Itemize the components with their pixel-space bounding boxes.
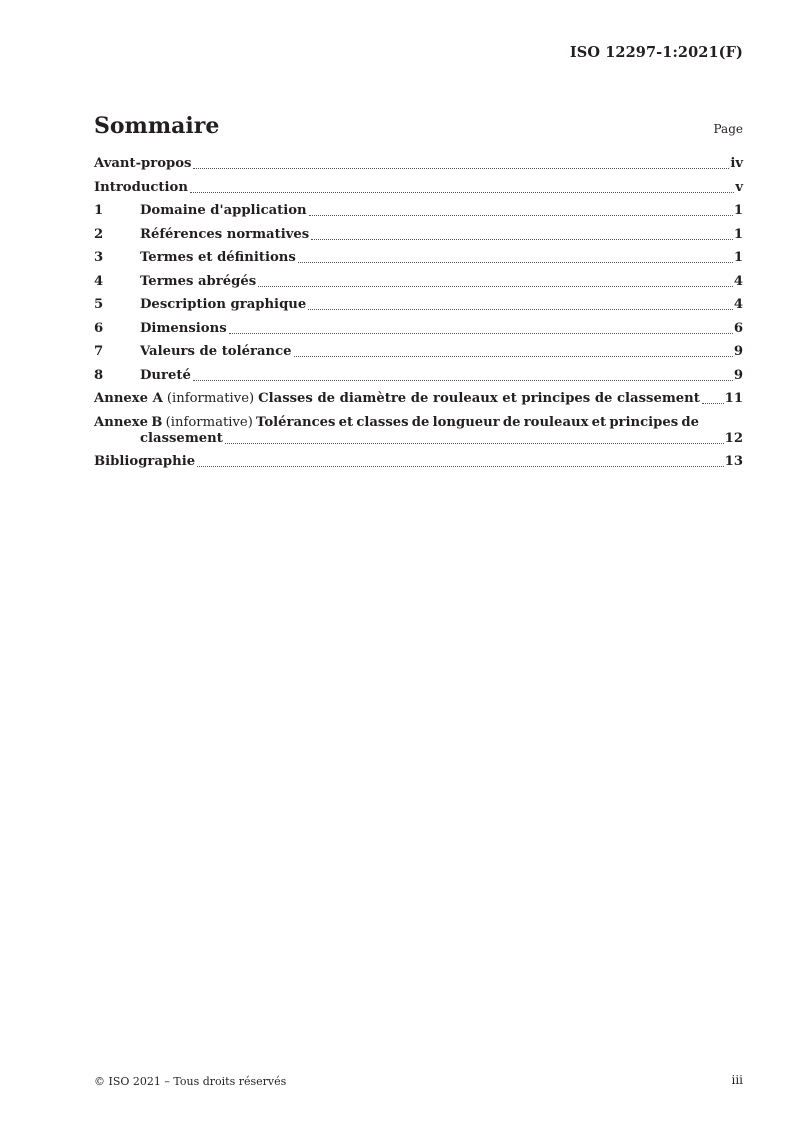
annex-qualifier: (informative) (166, 391, 255, 406)
dot-leader (190, 192, 734, 193)
annex-title-word: rouleaux (523, 414, 589, 430)
toc-entry-page: iv (730, 156, 743, 171)
toc-entry-8[interactable] (94, 368, 743, 384)
dot-leader (294, 356, 733, 357)
toc-entry-text: Introduction (94, 179, 188, 195)
dot-leader (225, 443, 724, 444)
toc-entry-text: Avant-propos (94, 156, 192, 171)
toc-entry-6[interactable] (94, 321, 743, 337)
document-id: ISO 12297-1:2021(F) (569, 44, 743, 61)
annex-label: Annexe A (94, 391, 163, 406)
annex-qualifier: (informative) (165, 414, 253, 430)
dot-leader (311, 239, 733, 240)
toc-entry-annex-b[interactable] (94, 415, 743, 447)
dot-leader (702, 403, 724, 404)
toc-entry-page: 11 (724, 391, 743, 406)
toc-entry-number: 2 (94, 226, 104, 242)
toc-entry-page: 13 (724, 454, 743, 469)
toc-title: Sommaire (94, 113, 220, 139)
dot-leader (197, 466, 724, 467)
annex-title-word: Tolérances (256, 414, 336, 430)
dot-leader (193, 380, 733, 381)
toc-entry-2[interactable] (94, 227, 743, 243)
dot-leader (193, 168, 729, 169)
annex-title-word: et (591, 414, 607, 430)
toc-entry-introduction[interactable] (94, 180, 743, 196)
toc-entry-text: Dureté (140, 367, 191, 383)
toc-entry-page: 1 (733, 203, 743, 218)
toc-entry-number: 4 (94, 273, 104, 289)
toc-entry-annex-a[interactable] (94, 391, 743, 407)
toc-entry-text: Bibliographie (94, 454, 196, 469)
dot-leader (258, 286, 733, 287)
toc-entry-text: Description graphique (140, 297, 307, 312)
annex-title-word: et (338, 414, 354, 430)
toc-entry-5[interactable] (94, 297, 743, 313)
toc-header (94, 113, 743, 139)
page-number: iii (731, 1073, 743, 1087)
toc-entry-page: 6 (733, 320, 743, 336)
toc-entry-page: 1 (733, 226, 743, 242)
toc-entry-avant-propos[interactable] (94, 156, 743, 172)
toc-entry-page: v (735, 179, 743, 195)
annex-letter: B (151, 414, 163, 430)
toc-entry-page: 4 (733, 297, 743, 312)
annex-title-word: principes (609, 414, 679, 430)
table-of-contents (94, 156, 743, 478)
toc-entry-page: 12 (724, 430, 743, 446)
toc-entry-page: 4 (733, 273, 743, 289)
toc-entry-page: 9 (733, 344, 743, 359)
toc-entry-text: Valeurs de tolérance (140, 344, 292, 359)
annex-title-word: longueur (432, 414, 500, 430)
annex-title-word: classes (356, 414, 409, 430)
toc-entry-number: 8 (94, 367, 104, 383)
annex-title-word: de (681, 414, 699, 430)
annex-b-line-2 (94, 431, 743, 447)
toc-entry-text: Domaine d'application (140, 203, 307, 218)
dot-leader (308, 309, 733, 310)
toc-entry-page: 9 (733, 367, 743, 383)
toc-entry-number: 6 (94, 320, 104, 336)
toc-entry-text: Dimensions (140, 320, 227, 336)
toc-entry-1[interactable] (94, 203, 743, 219)
toc-entry-3[interactable] (94, 250, 743, 266)
toc-entry-7[interactable] (94, 344, 743, 360)
dot-leader (298, 262, 733, 263)
copyright-notice: © ISO 2021 – Tous droits réservés (94, 1075, 287, 1088)
dot-leader (229, 333, 733, 334)
toc-entry-text: Termes abrégés (140, 273, 257, 289)
page-column-label: Page (713, 122, 743, 136)
toc-entry-number: 1 (94, 203, 104, 218)
dot-leader (309, 215, 733, 216)
toc-entry-text: Termes et définitions (140, 250, 296, 265)
toc-entry-4[interactable] (94, 274, 743, 290)
toc-entry-number: 3 (94, 250, 104, 265)
annex-title-word: de (502, 414, 521, 430)
toc-entry-bibliographie[interactable] (94, 454, 743, 470)
toc-entry-text: Références normatives (140, 226, 310, 242)
annex-b-line-1 (94, 415, 743, 431)
annex-label: Annexe (94, 414, 149, 430)
toc-entry-number: 7 (94, 344, 104, 359)
toc-entry-text: Classes de diamètre de rouleaux et principes de classement (258, 391, 700, 406)
toc-entry-text: classement (140, 430, 223, 446)
annex-title-word: de (411, 414, 430, 430)
toc-entry-number: 5 (94, 297, 104, 312)
toc-entry-page: 1 (733, 250, 743, 265)
